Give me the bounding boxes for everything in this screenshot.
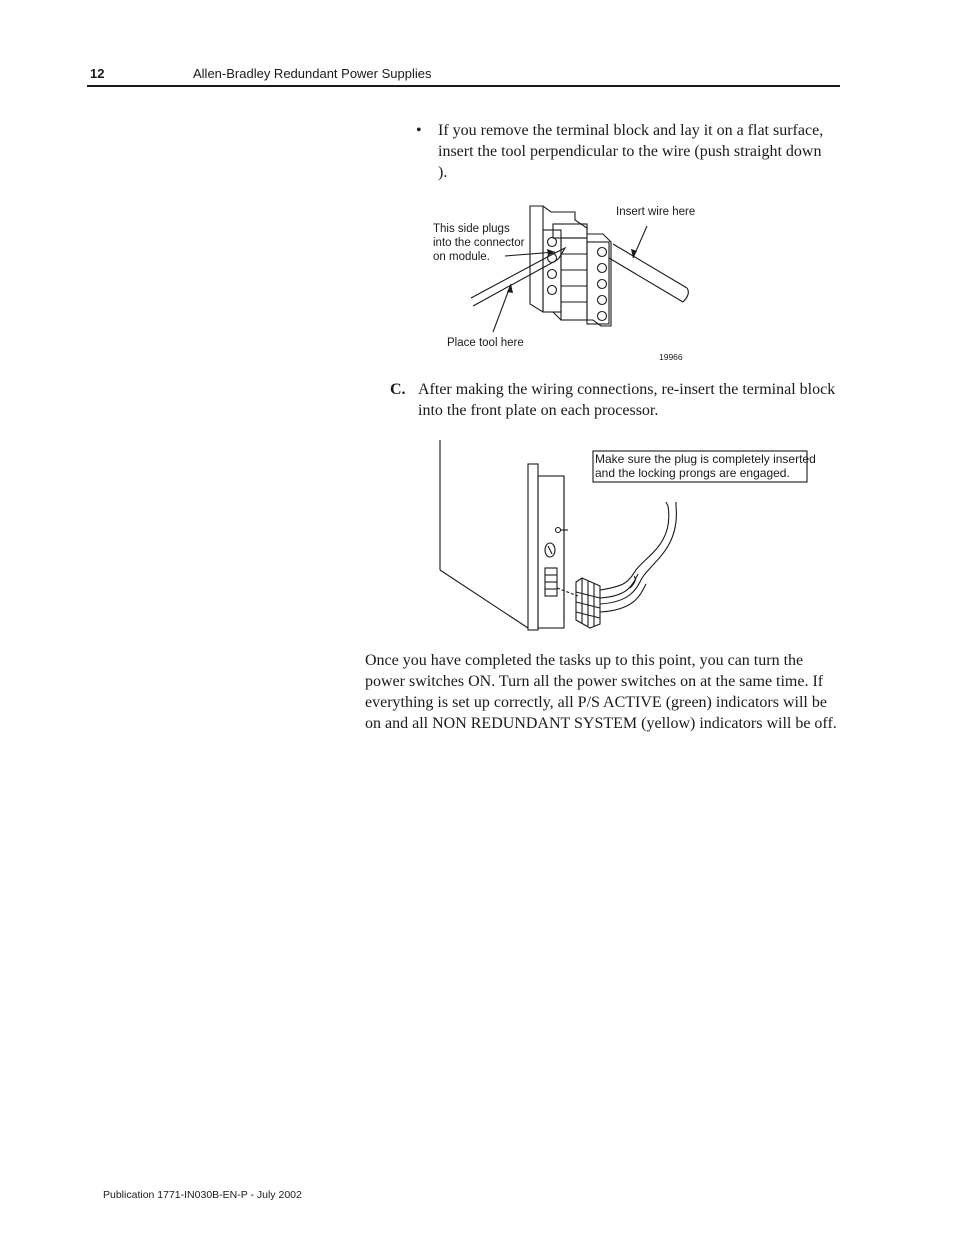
wire-end — [683, 288, 688, 302]
left-contact-column — [543, 230, 561, 312]
callout-line-1: Make sure the plug is completely inserted — [595, 452, 816, 466]
keyswitch-slot — [548, 546, 552, 554]
bullet-dot: • — [416, 122, 422, 139]
middle-contact-column — [561, 238, 587, 320]
indicator-led — [556, 528, 561, 533]
top-release-slot — [553, 224, 587, 238]
callout-line-2: and the locking prongs are engaged. — [595, 466, 790, 480]
label-side-line-1: This side plugs — [433, 223, 510, 235]
left-hole-1 — [548, 238, 557, 247]
figure-number: 19966 — [659, 352, 683, 362]
right-hole-1 — [598, 248, 607, 257]
insertion-guide — [557, 588, 578, 596]
label-insert-wire: Insert wire here — [616, 206, 696, 218]
left-hole-4 — [548, 286, 557, 295]
right-hole-3 — [598, 280, 607, 289]
front-plate-left — [528, 464, 538, 630]
publication-footer: Publication 1771-IN030B-EN-P - July 2002 — [103, 1189, 302, 1201]
right-hole-4 — [598, 296, 607, 305]
bullet-text: If you remove the terminal block and lay it on a flat surface, insert the tool perpendicular to the wire (push straight down ). — [438, 122, 824, 181]
terminal-block-figure — [425, 198, 715, 370]
right-hole-5 — [598, 312, 607, 321]
wire-outline — [609, 244, 687, 302]
module-bottom-edge — [440, 570, 528, 628]
cable-lower — [600, 502, 676, 604]
step-c-label: C. — [390, 381, 406, 398]
right-hole-2 — [598, 264, 607, 273]
label-place-tool: Place tool here — [447, 337, 524, 349]
label-side-line-2: into the connector — [433, 237, 525, 249]
running-header-title: Allen-Bradley Redundant Power Supplies — [193, 66, 432, 81]
step-c-text: After making the wiring connections, re-insert the terminal block into the front plate on each processor. — [418, 381, 836, 419]
body-paragraph: Once you have completed the tasks up to this point, you can turn the power switches ON. Turn all the power switches on at the same time. If everything is set up correctly, all P/S ACTIVE (green) indicators will be on and all NON REDUNDANT SYSTEM (yellow) indicators will be off. — [365, 652, 837, 732]
left-hole-3 — [548, 270, 557, 279]
page-number: 12 — [90, 66, 105, 81]
header-rule — [87, 85, 840, 87]
plug-insertion-figure — [430, 436, 820, 636]
cable-bottom — [600, 584, 646, 612]
label-side-line-3: on module. — [433, 251, 490, 263]
